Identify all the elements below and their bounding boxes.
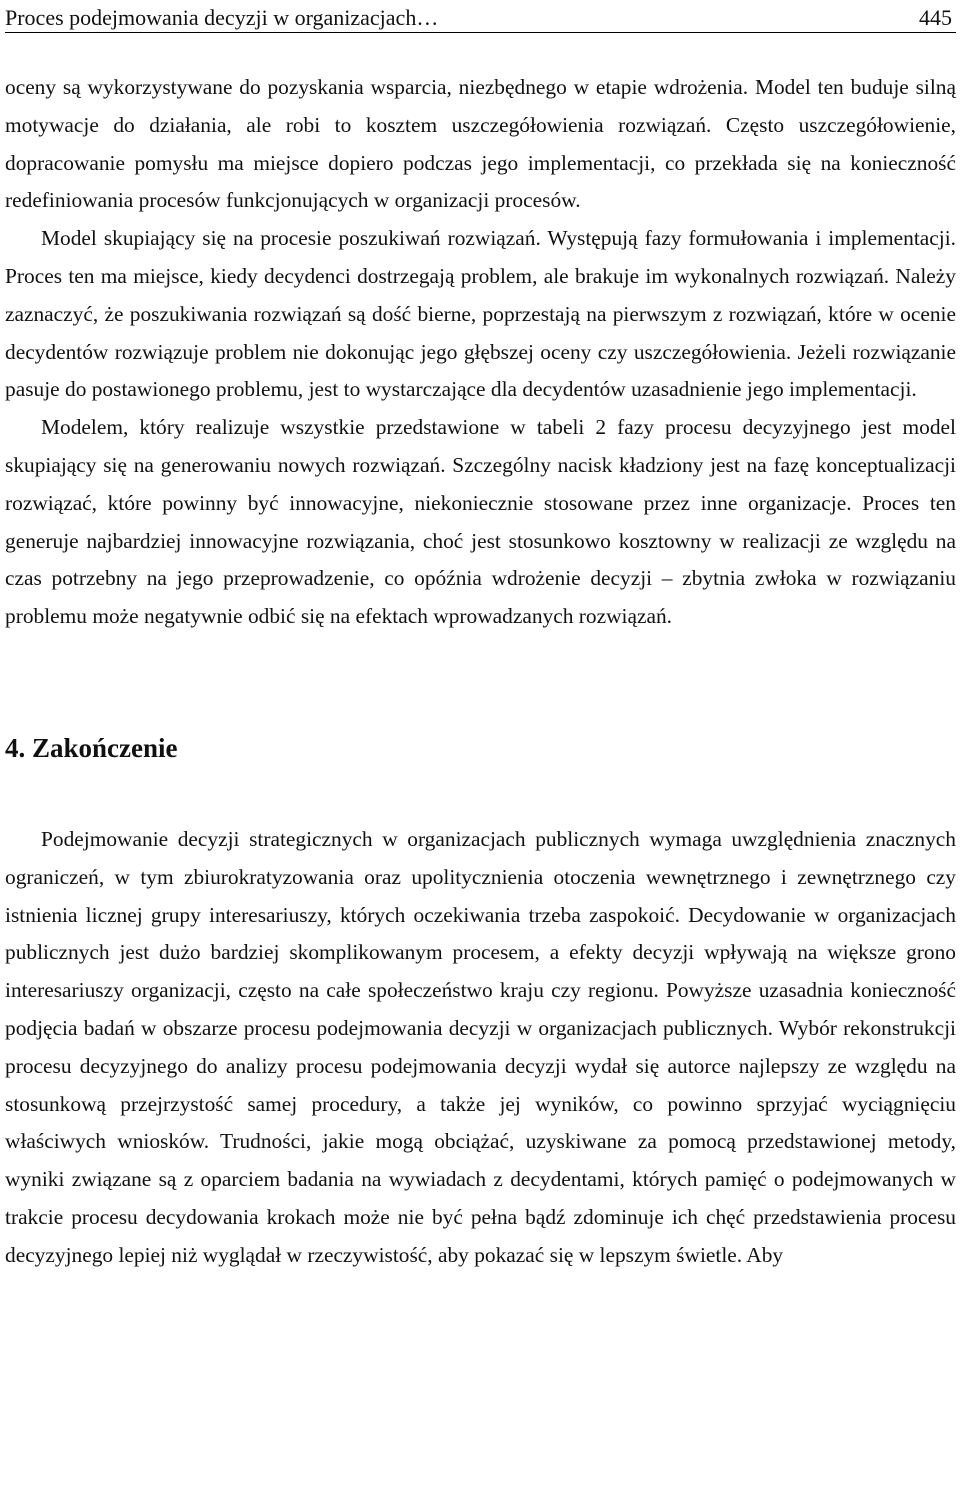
body-text	[5, 69, 956, 636]
running-header	[5, 0, 956, 33]
running-title: Proces podejmowania decyzji w organizacjach…	[5, 5, 439, 30]
conclusion-text	[5, 821, 956, 1275]
paragraph-conclusion: Podejmowanie decyzji strategicznych w organizacjach publicznych wymaga uwzględnienia znacznych ograniczeń, w tym zbiurokratyzowania oraz upolitycznienia otoczenia wewnętrznego i zewnętrznego czy istnienia licznej grupy interesariuszy, których oczekiwania trzeba zaspokoić. Decydowanie w organizacjach publicznych jest dużo bardziej skomplikowanym procesem, a efekty decyzji wpływają na większe grono interesariuszy organizacji, często na całe społeczeństwo kraju czy regionu. Powyższe uzasadnia konieczność podjęcia badań w obszarze procesu podejmowania decyzji w organizacjach publicznych. Wybór rekonstrukcji procesu decyzyjnego do analizy procesu podejmowania decyzji wydał się autorce najlepszy ze względu na stosunkową przejrzystość samej procedury, a także jej wyników, co powinno sprzyjać wyciągnięciu właściwych wniosków. Trudności, jakie mogą obciążać, uzyskiwane za pomocą przedstawionej metody, wyniki związane są z oparciem badania na wywiadach z decydentami, których pamięć o podejmowanych w trakcie procesu decydowania krokach może nie być pełna bądź zdominuje ich chęć przedstawienia procesu decyzyjnego lepiej niż wyglądał w rzeczywistość, aby pokazać się w lepszym świetle. Aby	[5, 826, 956, 1267]
paragraph-search-model: Model skupiający się na procesie poszukiwań rozwiązań. Występują fazy formułowania i implementacji. Proces ten ma miejsce, kiedy decydenci dostrzegają problem, ale brakuje im wykonalnych rozwiązań. Należy zaznaczyć, że poszukiwania rozwiązań są dość bierne, poprzestają na pierwszym z rozwiązań, które w ocenie decydentów rozwiązuje problem nie dokonując jego głębszej oceny czy uszczegółowienia. Jeżeli rozwiązanie pasuje do postawionego problemu, jest to wystarczające dla decydentów uzasadnienie jego implementacji.	[5, 226, 956, 402]
section-heading: 4. Zakończenie	[5, 732, 178, 763]
paragraph-generation-model: Modelem, który realizuje wszystkie przedstawione w tabeli 2 fazy procesu decyzyjnego jest model skupiający się na generowaniu nowych rozwiązań. Szczególny nacisk kładziony jest na fazę konceptualizacji rozwiązać, które powinny być innowacyjne, niekoniecznie stosowane przez inne organizacje. Proces ten generuje najbardziej innowacyjne rozwiązania, choć jest stosunkowo kosztowny w realizacji ze względu na czas potrzebny na jego przeprowadzenie, co opóźnia wdrożenie decyzji – zbytnia zwłoka w rozwiązaniu problemu może negatywnie odbić się na efektach wprowadzanych rozwiązań.	[5, 415, 956, 629]
page-number: 445	[919, 5, 952, 30]
paragraph-continuation: oceny są wykorzystywane do pozyskania wsparcia, niezbędnego w etapie wdrożenia. Model ten buduje silną motywacje do działania, ale robi to kosztem uszczegółowienia rozwiązań. Często uszczegółowienie, dopracowanie pomysłu ma miejsce dopiero podczas jego implementacji, co przekłada się na konieczność redefiniowania procesów funkcjonujących w organizacji procesów.	[5, 75, 956, 213]
